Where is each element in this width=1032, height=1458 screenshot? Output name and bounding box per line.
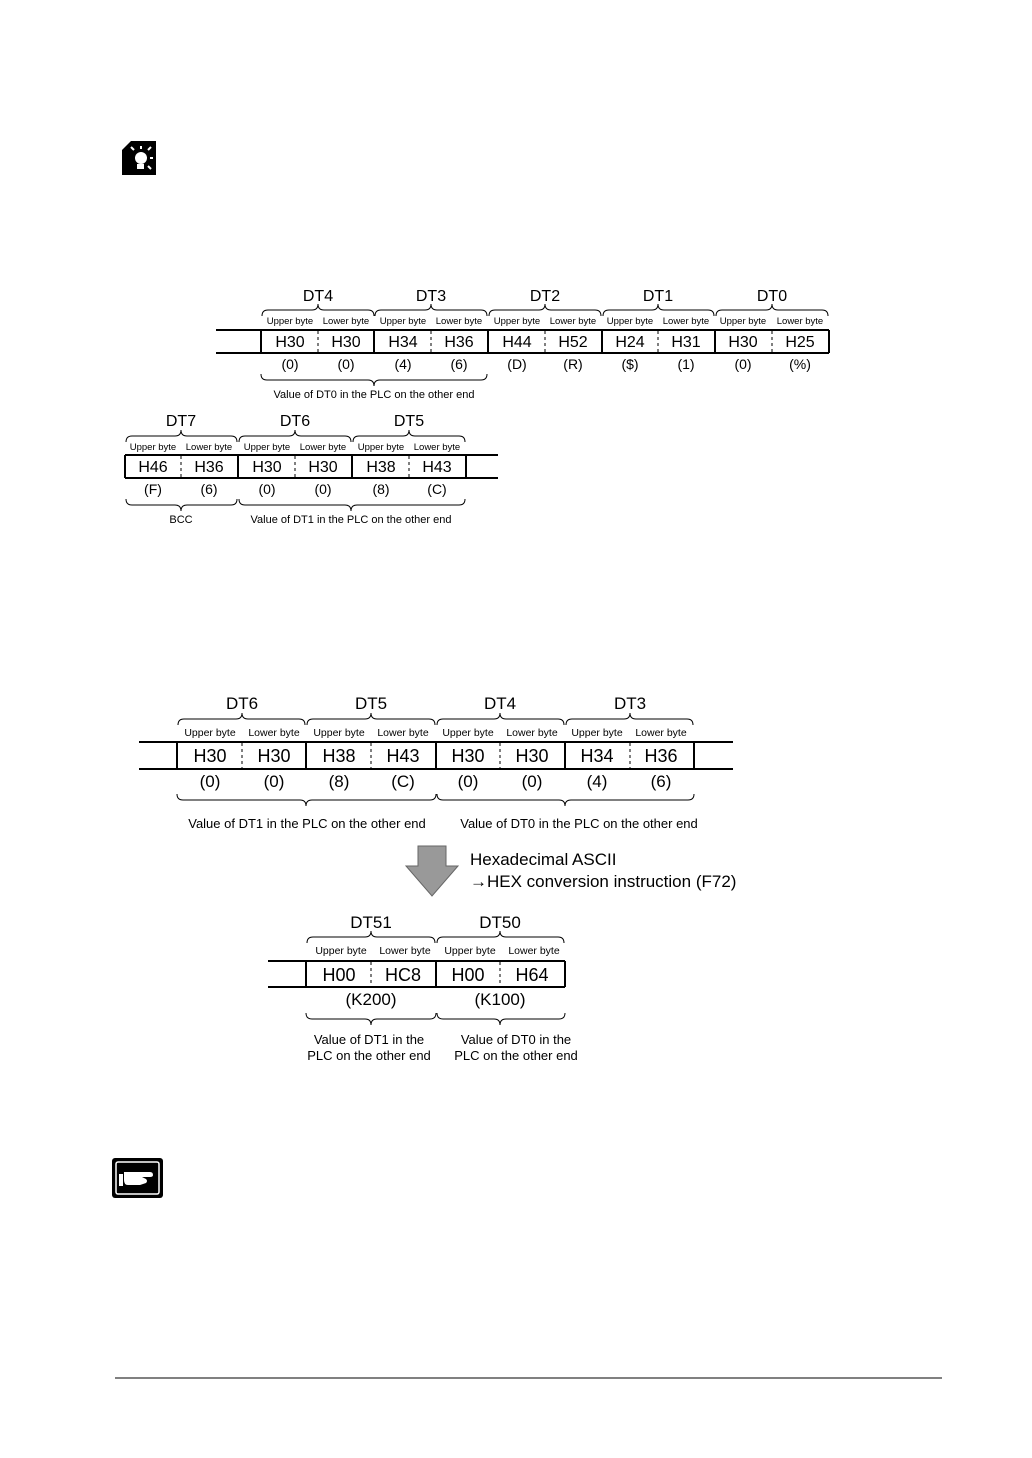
dt-label: DT4	[302, 288, 334, 305]
byte-cell: H30	[193, 746, 227, 766]
byte-label: Upper byte	[606, 316, 654, 327]
byte-label: Upper byte	[129, 442, 177, 453]
byte-label: Lower byte	[776, 316, 824, 327]
caption: Value of DT0 in the	[460, 1032, 572, 1047]
dt-label: DT4	[483, 694, 517, 713]
ascii-char: (0)	[521, 772, 543, 791]
ascii-char: (8)	[372, 481, 390, 497]
dt-label: DT5	[354, 694, 388, 713]
byte-cell: H38	[322, 746, 356, 766]
caption: Value of DT0 in the PLC on the other end	[273, 389, 475, 401]
reference-icon	[112, 1158, 163, 1198]
byte-cell: H36	[194, 459, 224, 476]
byte-cell: H30	[515, 746, 549, 766]
byte-cell: H25	[785, 334, 815, 351]
diagram1-row1	[216, 288, 829, 401]
byte-cell: H36	[444, 334, 474, 351]
byte-cell: H43	[422, 459, 452, 476]
ascii-char: (R)	[563, 356, 583, 372]
ascii-char: (6)	[200, 481, 218, 497]
byte-cell: H30	[275, 334, 305, 351]
byte-cell: H30	[451, 746, 485, 766]
byte-label: Lower byte	[185, 442, 233, 453]
ascii-char: (1)	[677, 356, 695, 372]
byte-label: Lower byte	[508, 945, 560, 957]
byte-label: Lower byte	[549, 316, 597, 327]
ascii-char: (0)	[457, 772, 479, 791]
byte-cell: H52	[558, 334, 588, 351]
ascii-char: (0)	[337, 356, 355, 372]
ascii-char: (0)	[314, 481, 332, 497]
byte-label: Upper byte	[719, 316, 767, 327]
byte-label: Lower byte	[662, 316, 710, 327]
byte-cell: H34	[388, 334, 418, 351]
dt-label: DT6	[279, 413, 311, 430]
ascii-char: (0)	[258, 481, 276, 497]
byte-label: Lower byte	[435, 316, 483, 327]
caption: PLC on the other end	[454, 1048, 578, 1063]
byte-cell: H30	[308, 459, 338, 476]
ascii-char: (D)	[507, 356, 527, 372]
dt-label: DT50	[479, 913, 521, 932]
caption: Value of DT1 in the PLC on the other end	[188, 816, 426, 831]
caption: Value of DT1 in the PLC on the other end	[250, 514, 452, 526]
byte-label: Upper byte	[442, 727, 494, 739]
ascii-char: ($)	[621, 356, 639, 372]
byte-cell: H36	[644, 746, 678, 766]
dt-label: DT0	[756, 288, 788, 305]
ascii-char: (0)	[734, 356, 752, 372]
byte-label: Lower byte	[248, 727, 300, 739]
ascii-char: (0)	[281, 356, 299, 372]
byte-cell: H30	[728, 334, 758, 351]
byte-label: Lower byte	[299, 442, 347, 453]
caption-bcc: BCC	[169, 514, 193, 526]
byte-cell: HC8	[384, 965, 422, 985]
dt-label: DT3	[613, 694, 647, 713]
dt-label: DT3	[415, 288, 447, 305]
ascii-char: (6)	[450, 356, 468, 372]
byte-cell: H46	[138, 459, 168, 476]
dt-label: DT7	[165, 413, 197, 430]
byte-cell: H43	[386, 746, 420, 766]
byte-cell: H24	[615, 334, 645, 351]
byte-cell: H64	[515, 965, 549, 985]
byte-cell: H00	[451, 965, 485, 985]
ascii-char: (6)	[650, 772, 672, 791]
byte-label: Lower byte	[413, 442, 461, 453]
byte-label: Upper byte	[184, 727, 236, 739]
ascii-char: (8)	[328, 772, 350, 791]
byte-label: Upper byte	[315, 945, 367, 957]
caption: PLC on the other end	[307, 1048, 431, 1063]
diagram2-top	[139, 694, 733, 831]
conversion-arrow	[406, 846, 736, 896]
caption: Value of DT0 in the PLC on the other end	[460, 816, 698, 831]
decimal-value: (K100)	[474, 990, 526, 1009]
ascii-char: (0)	[199, 772, 221, 791]
ascii-char: (4)	[394, 356, 412, 372]
byte-label: Lower byte	[379, 945, 431, 957]
ascii-char: (C)	[391, 772, 415, 791]
ascii-char: (0)	[263, 772, 285, 791]
dt-label: DT51	[350, 913, 392, 932]
ascii-char: (%)	[789, 356, 811, 372]
byte-cell: H38	[366, 459, 396, 476]
ascii-char: (F)	[144, 481, 162, 497]
diagram1-row2	[125, 413, 498, 526]
byte-label: Upper byte	[357, 442, 405, 453]
ascii-char: (C)	[427, 481, 447, 497]
byte-cell: H30	[252, 459, 282, 476]
byte-label: Upper byte	[243, 442, 291, 453]
caption: Value of DT1 in the	[313, 1032, 425, 1047]
byte-cell: H00	[322, 965, 356, 985]
byte-label: Upper byte	[571, 727, 623, 739]
dt-label: DT1	[642, 288, 674, 305]
dt-label: DT6	[225, 694, 259, 713]
byte-cell: H44	[502, 334, 532, 351]
byte-label: Upper byte	[266, 316, 314, 327]
byte-cell: H30	[331, 334, 361, 351]
byte-label: Lower byte	[377, 727, 429, 739]
decimal-value: (K200)	[345, 990, 397, 1009]
byte-label: Lower byte	[635, 727, 687, 739]
byte-cell: H34	[580, 746, 614, 766]
byte-cell: H30	[257, 746, 291, 766]
conversion-label-1: Hexadecimal ASCII	[470, 850, 617, 869]
byte-label: Upper byte	[379, 316, 427, 327]
byte-label: Lower byte	[506, 727, 558, 739]
byte-label: Upper byte	[313, 727, 365, 739]
conversion-label-2: →HEX conversion instruction (F72)	[470, 872, 737, 891]
byte-cell: H31	[671, 334, 701, 351]
ascii-char: (4)	[586, 772, 608, 791]
byte-label: Upper byte	[493, 316, 541, 327]
dt-label: DT2	[529, 288, 561, 305]
hint-icon	[122, 141, 156, 175]
diagram2-bottom	[268, 913, 578, 1063]
byte-label: Lower byte	[322, 316, 370, 327]
byte-label: Upper byte	[444, 945, 496, 957]
dt-label: DT5	[393, 413, 425, 430]
